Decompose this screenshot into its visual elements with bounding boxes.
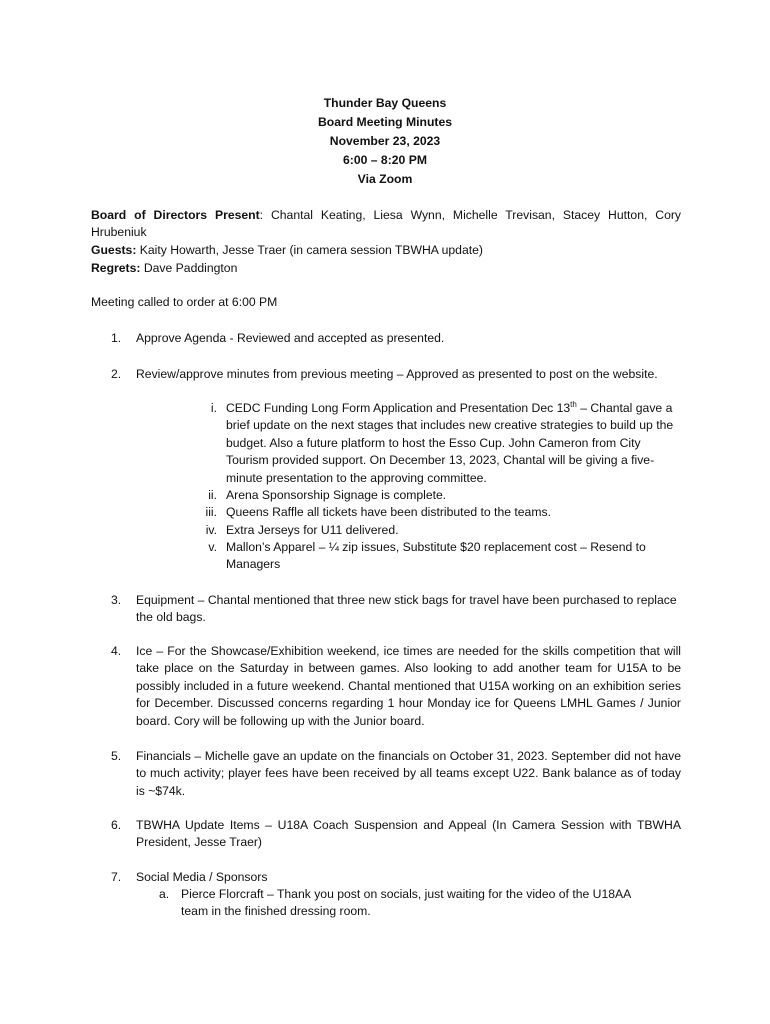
agenda-item-text: Equipment – Chantal mentioned that three new stick bags for travel have been purchased to replace the old bags. bbox=[136, 593, 677, 625]
sub-item-number: iii. bbox=[205, 505, 217, 519]
item-number: 7. bbox=[111, 870, 122, 884]
agenda-item-text: TBWHA Update Items – U18A Coach Suspension and Appeal (In Camera Session with TBWHA President, Jesse Traer) bbox=[136, 818, 681, 850]
agenda-item-text: Review/approve minutes from previous meeting – Approved as presented to post on the website. bbox=[136, 367, 658, 381]
agenda-item-text: Financials – Michelle gave an update on the financials on October 31, 2023. September did not have to much activity; player fees have been received by all teams except U22. Bank balance as of today is ~$74k. bbox=[136, 749, 681, 798]
board-names: : Chantal Keating, Liesa Wynn, Michelle Trevisan, Stacey Hutton, Cory Hrubeniuk bbox=[91, 208, 681, 240]
sub-item-text: Pierce Florcraft – Thank you post on socials, just waiting for the video of the U18AA team in the finished dressing room. bbox=[181, 887, 631, 919]
org-title: Thunder Bay Queens bbox=[323, 96, 447, 110]
call-to-order: Meeting called to order at 6:00 PM bbox=[91, 295, 278, 309]
sub-item-text: CEDC Funding Long Form Application and Presentation Dec 13th – Chantal gave a brief update on the next stages that includes new creative strategies to build up the budget. Also a future platform to host the Esso Cup. John Cameron from City Tourism provided support. On December 13, 2023, Chantal will be giving a five-minute presentation to the approving committee. bbox=[226, 399, 674, 485]
meeting-location: Via Zoom bbox=[357, 172, 413, 186]
guests-names: Kaity Howarth, Jesse Traer (in camera session TBWHA update) bbox=[136, 243, 483, 257]
sub-item-number: i. bbox=[210, 401, 217, 415]
sub-item-number: v. bbox=[208, 540, 217, 554]
board-label: Board of Directors Present bbox=[91, 208, 260, 222]
document-header bbox=[0, 94, 770, 189]
guests bbox=[91, 242, 681, 259]
sub-item-text: Queens Raffle all tickets have been distributed to the teams. bbox=[226, 505, 551, 519]
guests-label: Guests: bbox=[91, 243, 137, 257]
meeting-date: November 23, 2023 bbox=[329, 134, 441, 148]
regrets bbox=[91, 260, 681, 277]
document-title: Board Meeting Minutes bbox=[317, 115, 453, 129]
sub-item-letter: a. bbox=[159, 887, 170, 901]
item-number: 5. bbox=[111, 749, 122, 763]
regrets-label: Regrets: bbox=[91, 261, 141, 275]
meeting-time: 6:00 – 8:20 PM bbox=[342, 153, 427, 167]
sub-item-number: ii. bbox=[208, 488, 217, 502]
agenda-item-text: Approve Agenda - Reviewed and accepted as presented. bbox=[136, 331, 445, 345]
sub-item-number: iv. bbox=[205, 523, 217, 537]
sub-item-text: Extra Jerseys for U11 delivered. bbox=[226, 523, 399, 537]
item-number: 3. bbox=[111, 593, 122, 607]
agenda-item-text: Social Media / Sponsors bbox=[136, 870, 268, 884]
sub-item-text: Mallon’s Apparel – ¼ zip issues, Substitute $20 replacement cost – Resend to Managers bbox=[226, 540, 646, 572]
item-number: 1. bbox=[111, 331, 122, 345]
item-number: 6. bbox=[111, 818, 122, 832]
item-number: 4. bbox=[111, 644, 122, 658]
sub-item-text: Arena Sponsorship Signage is complete. bbox=[226, 488, 447, 502]
regrets-names: Dave Paddington bbox=[140, 261, 238, 275]
board-present bbox=[91, 207, 681, 242]
agenda-item-text: Ice – For the Showcase/Exhibition weekend, ice times are needed for the skills competition that will take place on the Saturday in between games. Also looking to add another team for U15A to be possibly included in a future weekend. Chantal mentioned that U15A working on an exhibition series for December. Discussed concerns regarding 1 hour Monday ice for Queens LMHL Games / Junior board. Cory will be following up with the Junior board. bbox=[136, 644, 681, 728]
item-number: 2. bbox=[111, 367, 122, 381]
